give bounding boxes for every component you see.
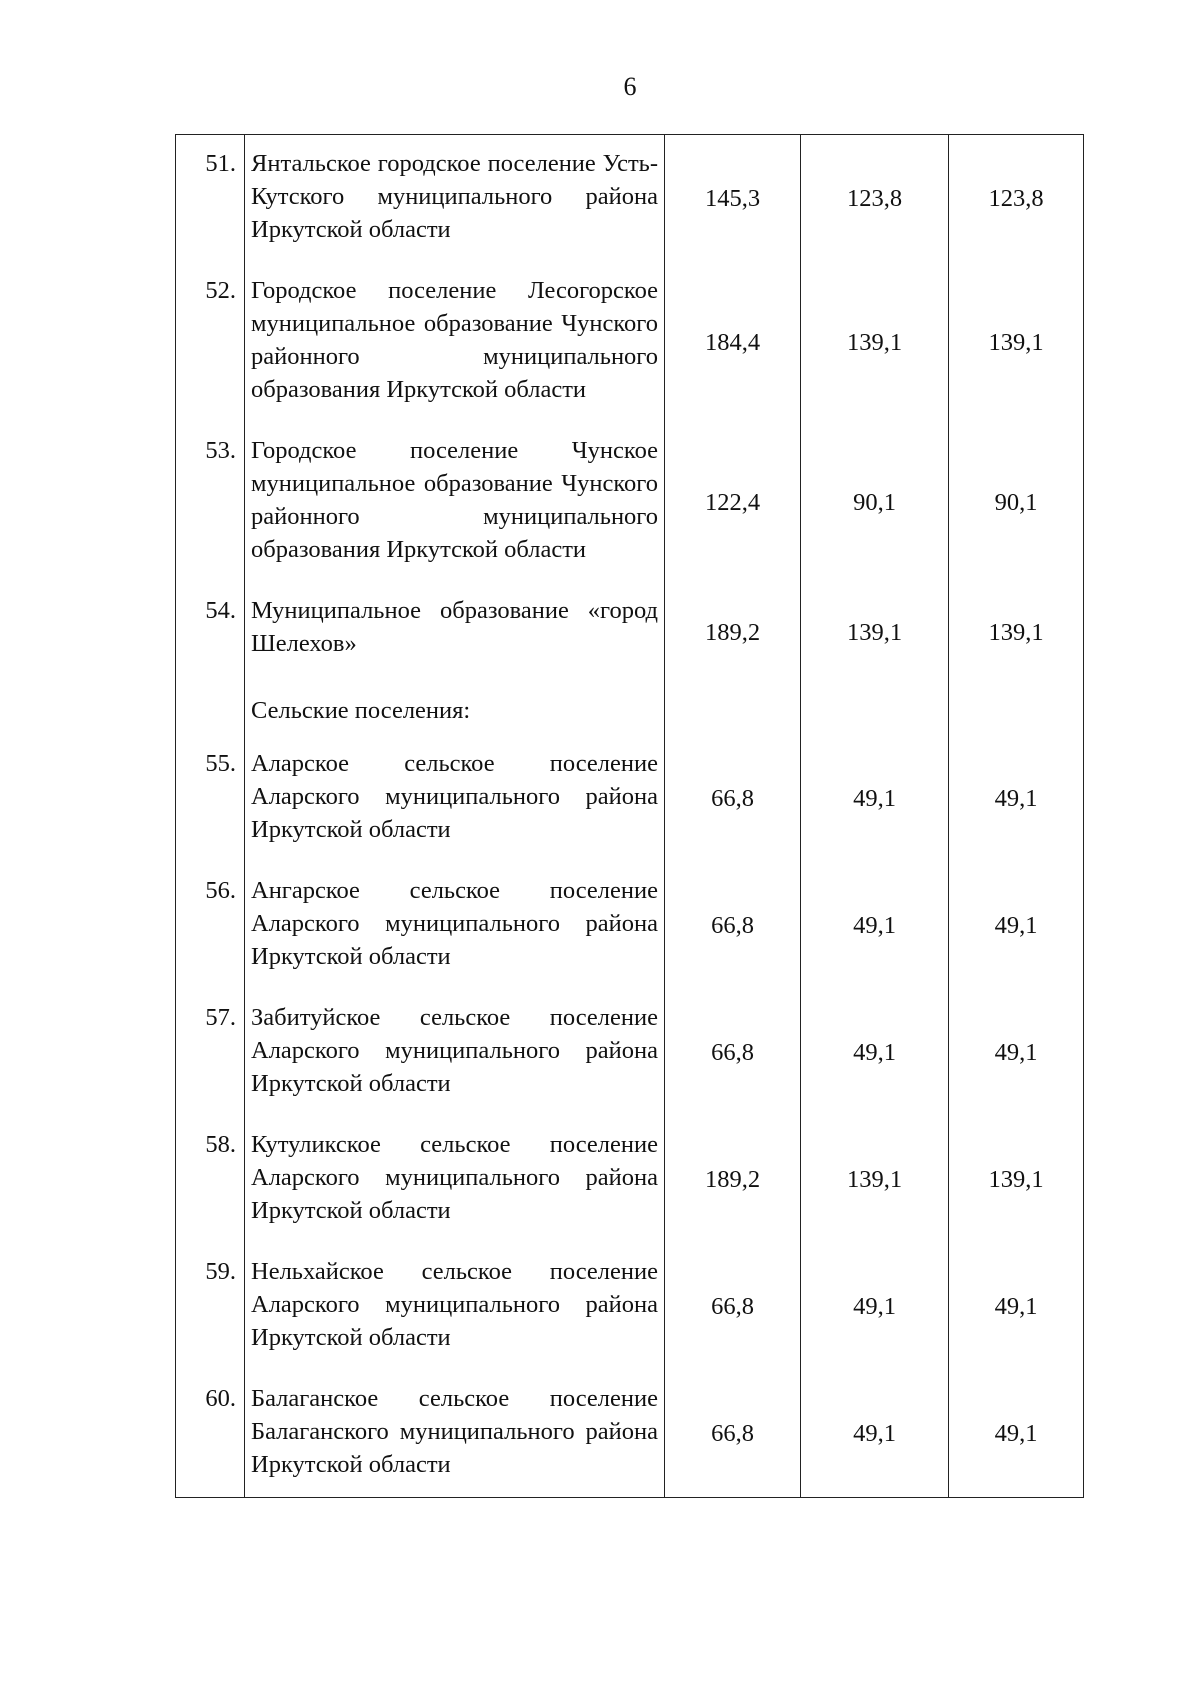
row-number: 57. [176,989,245,1116]
page-number: 6 [623,72,637,101]
value-col-3: 90,1 [949,422,1084,582]
settlements-table [175,134,1084,1498]
table-row [176,1243,1084,1370]
settlement-name: Городское поселение Лесогорское муниципальное образование Чунского районного муниципального образования Иркутской области [245,262,665,422]
value-col-1: 66,8 [665,862,801,989]
value-col-1: 66,8 [665,1370,801,1498]
value-col-1: 66,8 [665,1243,801,1370]
row-number: 56. [176,862,245,989]
table-row [176,735,1084,862]
value-col-1: 189,2 [665,582,801,682]
value-col-3: 49,1 [949,1243,1084,1370]
settlement-name: Аларское сельское поселение Аларского муниципального района Иркутской области [245,735,665,862]
table-row [176,135,1084,263]
row-number: 60. [176,1370,245,1498]
table-row [176,1370,1084,1498]
value-col-1: 66,8 [665,735,801,862]
row-number: 51. [176,135,245,263]
row-number: 55. [176,735,245,862]
row-number: 58. [176,1116,245,1243]
value-col-3: 139,1 [949,1116,1084,1243]
value-col-2: 49,1 [801,1370,949,1498]
value-col-1: 184,4 [665,262,801,422]
section-row [176,682,1084,735]
value-col-2: 139,1 [801,582,949,682]
settlement-name: Балаганское сельское поселение Балаганского муниципального района Иркутской области [245,1370,665,1498]
row-number: 52. [176,262,245,422]
settlement-name: Ангарское сельское поселение Аларского муниципального района Иркутской области [245,862,665,989]
table-row [176,262,1084,422]
value-col-1: 189,2 [665,1116,801,1243]
settlement-name: Муниципальное образование «город Шелехов» [245,582,665,682]
value-col-1: 122,4 [665,422,801,582]
table-row [176,582,1084,682]
row-number: 53. [176,422,245,582]
value-col-2: 90,1 [801,422,949,582]
value-col-3: 139,1 [949,582,1084,682]
value-col-3: 49,1 [949,735,1084,862]
settlement-name: Янтальское городское поселение Усть-Кутского муниципального района Иркутской области [245,135,665,263]
value-col-2: 139,1 [801,1116,949,1243]
settlement-name: Забитуйское сельское поселение Аларского муниципального района Иркутской области [245,989,665,1116]
table-row [176,422,1084,582]
value-col-2: 123,8 [801,135,949,263]
table-row [176,1116,1084,1243]
settlement-name: Кутуликское сельское поселение Аларского муниципального района Иркутской области [245,1116,665,1243]
table-row [176,989,1084,1116]
value-col-2: 49,1 [801,735,949,862]
value-col-1: 145,3 [665,135,801,263]
settlement-name: Городское поселение Чунское муниципальное образование Чунского районного муниципального образования Иркутской области [245,422,665,582]
value-col-2: 49,1 [801,1243,949,1370]
settlement-name: Нельхайское сельское поселение Аларского муниципального района Иркутской области [245,1243,665,1370]
value-col-2: 49,1 [801,989,949,1116]
value-col-1: 66,8 [665,989,801,1116]
value-col-3: 49,1 [949,1370,1084,1498]
section-title: Сельские поселения: [245,682,665,735]
value-col-3: 49,1 [949,989,1084,1116]
row-number: 59. [176,1243,245,1370]
table-row [176,862,1084,989]
value-col-3: 123,8 [949,135,1084,263]
value-col-2: 139,1 [801,262,949,422]
value-col-3: 139,1 [949,262,1084,422]
value-col-2: 49,1 [801,862,949,989]
row-number: 54. [176,582,245,682]
value-col-3: 49,1 [949,862,1084,989]
